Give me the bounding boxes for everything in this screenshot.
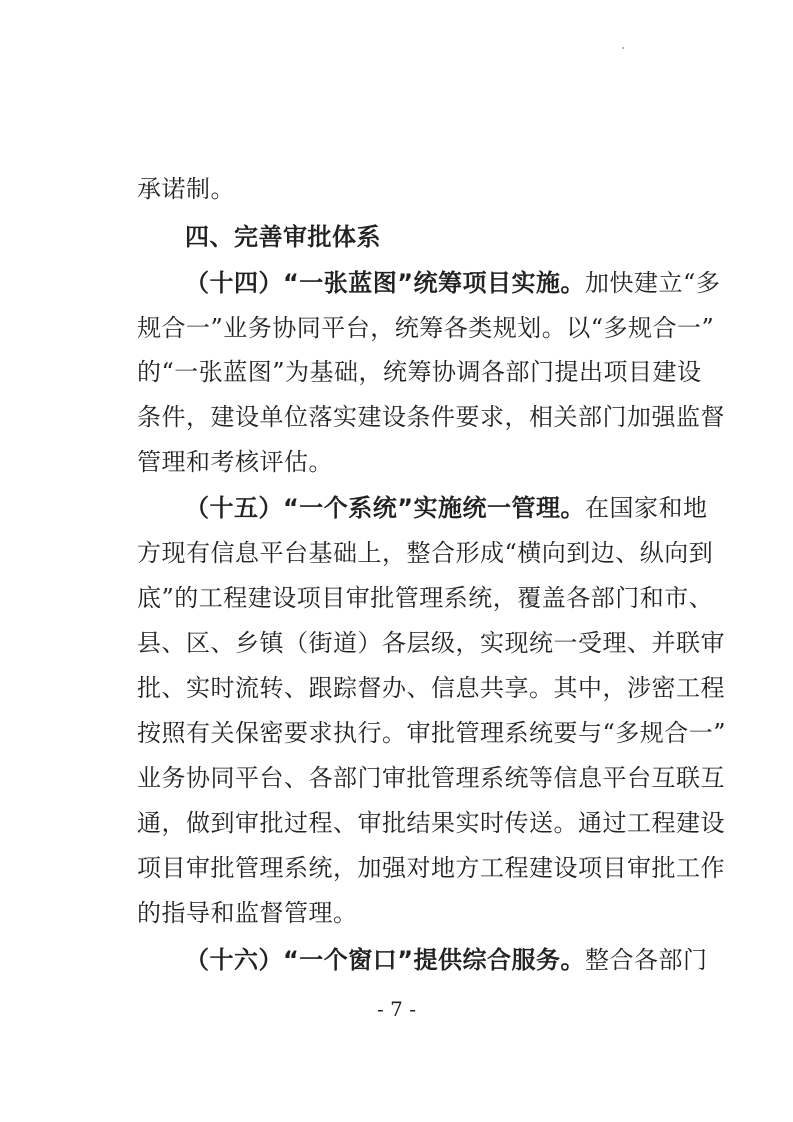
paragraph-15-line	[137, 898, 682, 928]
paragraph-15-title: （十五）“一个系统”实施统一管理。	[185, 494, 586, 522]
paragraph-15-line	[137, 718, 727, 748]
text-line: 整合各部门	[585, 946, 708, 974]
paragraph-15-line	[137, 853, 725, 883]
paragraph-16-title: （十六）“一个窗口”提供综合服务。	[185, 946, 586, 974]
text-line: 县、区、乡镇（街道）各层级，实现统一受理、并联审	[137, 629, 725, 657]
text-line: 承诺制。	[137, 175, 235, 203]
text-line: 业务协同平台、各部门审批管理系统等信息平台互联互	[137, 764, 725, 792]
paragraph-15-line	[137, 763, 725, 793]
text-line: 管理和考核评估。	[137, 448, 333, 476]
paragraph-15-line	[137, 583, 714, 613]
text-line: 加快建立“多	[585, 269, 721, 297]
text-line: 在国家和地	[585, 494, 708, 522]
paragraph-14-first-line	[185, 268, 721, 298]
scan-speck	[622, 47, 624, 49]
paragraph-14-line	[137, 402, 725, 432]
text-line: 批、实时流转、跟踪督办、信息共享。其中，涉密工程	[137, 674, 725, 702]
text-line: 通，做到审批过程、审批结果实时传送。通过工程建设	[137, 809, 725, 837]
text-line: 方现有信息平台基础上，整合形成“横向到边、纵向到	[137, 539, 714, 567]
paragraph-15-line	[137, 538, 714, 568]
paragraph-continuation	[137, 174, 682, 204]
section-heading-text: 四、完善审批体系	[185, 223, 381, 251]
page-number: - 7 -	[377, 997, 416, 1021]
text-line: 的指导和监督管理。	[137, 899, 358, 927]
text-line: 条件，建设单位落实建设条件要求，相关部门加强监督	[137, 403, 725, 431]
paragraph-15-line	[137, 628, 725, 658]
paragraph-14-title: （十四）“一张蓝图”统筹项目实施。	[185, 269, 586, 297]
paragraph-14-line	[137, 313, 715, 343]
paragraph-14-line	[137, 447, 682, 477]
paragraph-15-first-line	[185, 493, 708, 523]
text-line: 项目审批管理系统，加强对地方工程建设项目审批工作	[137, 854, 725, 882]
section-heading	[185, 222, 682, 252]
text-line: 按照有关保密要求执行。审批管理系统要与“多规合一”	[137, 719, 727, 747]
text-line: 的“一张蓝图”为基础，统筹协调各部门提出项目建设	[137, 358, 702, 386]
paragraph-15-line	[137, 808, 725, 838]
text-line: 规合一”业务协同平台，统筹各类规划。以“多规合一”	[137, 314, 715, 342]
paragraph-16-first-line	[185, 945, 708, 975]
paragraph-14-line	[137, 357, 702, 387]
text-line: 底”的工程建设项目审批管理系统，覆盖各部门和市、	[137, 584, 714, 612]
paragraph-15-line	[137, 673, 725, 703]
